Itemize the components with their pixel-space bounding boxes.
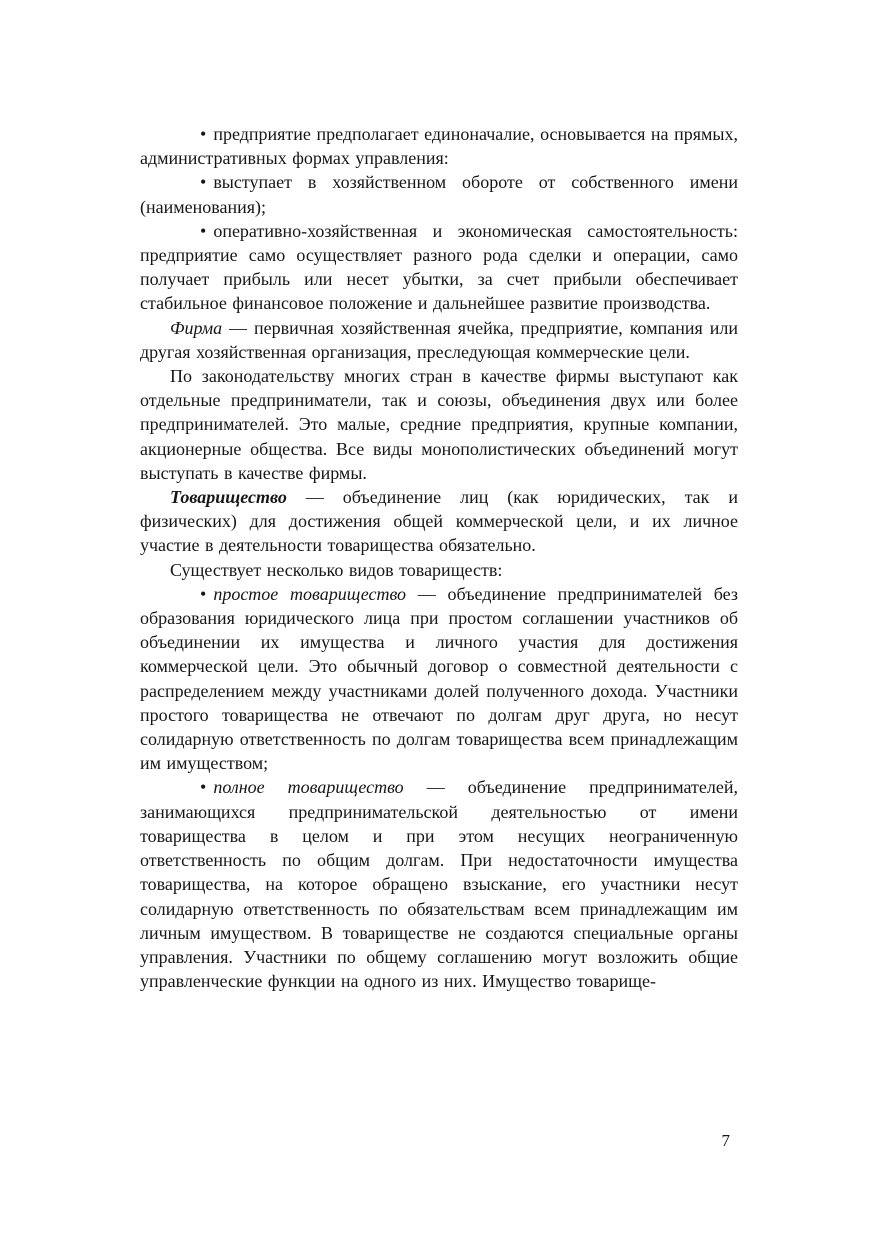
paragraph-text: Существует несколько видов товариществ: <box>170 559 503 580</box>
bullet-icon: • <box>200 172 207 193</box>
bullet-icon: • <box>200 583 207 604</box>
page-number: 7 <box>721 1131 730 1150</box>
term-label: Товарищество <box>170 487 287 508</box>
bullet-icon: • <box>200 220 207 241</box>
paragraph <box>140 364 738 485</box>
body-text <box>140 122 738 993</box>
term-label: полное товарищество <box>213 777 404 798</box>
paragraph <box>140 485 738 558</box>
paragraph-text: По законодательству многих стран в качестве фирмы выступают как отдельные предприниматели, так и союзы, объединения двух или более предпринимателей. Это малые, средние предприятия, крупные компании, акционерные общества. Все виды монополистических объединений могут выступать в качестве фирмы. <box>140 366 738 483</box>
paragraph <box>140 558 738 582</box>
paragraph-text: — объединение предпринимателей, занимающихся предпринимательской деятельностью от имени товарищества в целом и при этом несущих неограниченную ответственность по общим долгам. При недостаточности имущества товарищества, на которое обращено взыскание, его участники несут солидарную ответственность по обязательствам всем принадлежащим им личным имуществом. В товариществе не создаются специальные органы управления. Участники по общему соглашению могут возложить общие управленческие функции на одного из них. Имущество товарище- <box>140 777 738 992</box>
paragraph-text: — объединение предпринимателей без образования юридического лица при простом соглашении участников об объединении их имущества и личного участия для достижения коммерческой цели. Это обычный договор о совместной деятельности с распределением между участниками долей полученного дохода. Участники простого товарищества не отвечают по долгам друг друга, но несут солидарную ответственность по долгам товарищества всем принадлежащим им имуществом; <box>140 583 738 774</box>
paragraph <box>140 775 738 993</box>
paragraph-text: — первичная хозяйственная ячейка, предприятие, компания или другая хозяйственная организация, преследующая коммерческие цели. <box>140 317 738 362</box>
paragraph-text: выступает в хозяйственном обороте от собственного имени (наименования); <box>140 172 738 217</box>
paragraph <box>140 170 738 218</box>
term-label: простое товарищество <box>213 583 407 604</box>
term-label: Фирма <box>170 317 223 338</box>
paragraph-text: — объединение лиц (как юридических, так и физических) для достижения общей коммерческой цели, и их личное участие в деятельности товарищества обязательно. <box>140 487 738 556</box>
paragraph <box>140 582 738 776</box>
paragraph <box>140 122 738 170</box>
paragraph <box>140 219 738 316</box>
bullet-icon: • <box>200 124 207 144</box>
paragraph-text: предприятие предполагает единоначалие, основывается на прямых, административных формах управления: <box>140 124 738 169</box>
paragraph <box>140 316 738 364</box>
bullet-icon: • <box>200 777 207 798</box>
paragraph-text: оперативно-хозяйственная и экономическая самостоятельность: предприятие само осуществляет разного рода сделки и операции, само получает прибыль или несет убытки, за счет прибыли обеспечивает стабильное финансовое положение и дальнейшее развитие производства. <box>140 220 738 314</box>
